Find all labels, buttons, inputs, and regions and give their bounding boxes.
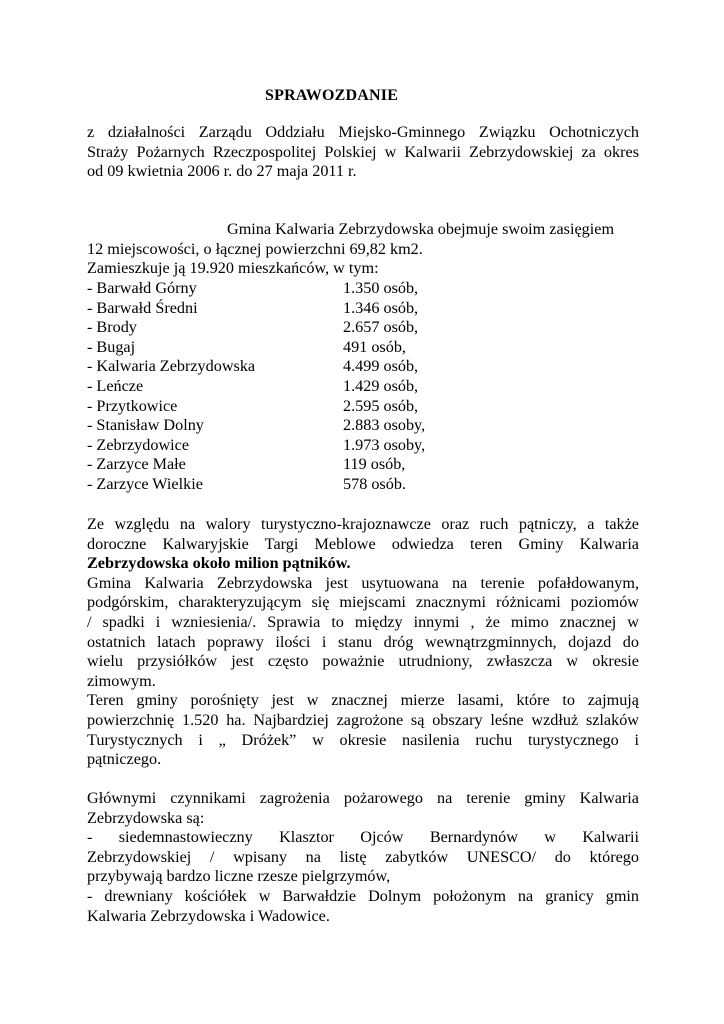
village-list [87, 279, 503, 495]
threats-line: - drewniany kościółek w Barwałdzie Dolnym położonym na granicy gmin [87, 886, 639, 905]
village-count: 578 osób. [343, 474, 406, 493]
village-row [87, 357, 503, 377]
village-count: 2.595 osób, [343, 396, 419, 415]
village-row [87, 416, 503, 436]
tourism-line: Teren gminy porośnięty jest w znacznej mierze lasami, które to zajmują [87, 691, 639, 710]
tourism-line: Turystycznych i „ Dróżek” w okresie nasilenia ruchu turystycznego i [87, 730, 639, 749]
tourism-line: podgórskim, charakteryzującym się miejscami znacznymi różnicami poziomów [87, 593, 639, 612]
village-name: - Barwałd Średni [87, 298, 198, 317]
threats-line: Zebrzydowska są: [87, 808, 205, 827]
village-count: 1.429 osób, [343, 376, 419, 395]
gmina-line: Zamieszkuje ją 19.920 mieszkańców, w tym: [87, 259, 379, 278]
threats-paragraph [87, 789, 639, 926]
tourism-line: Gmina Kalwaria Zebrzydowska jest usytuowana na terenie pofałdowanym, [87, 573, 639, 592]
village-name: - Zebrzydowice [87, 435, 190, 454]
village-name: - Zarzyce Małe [87, 455, 186, 474]
village-name: - Kalwaria Zebrzydowska [87, 357, 256, 376]
village-count: 491 osób, [343, 337, 406, 356]
tourism-line: doroczne Kalwaryjskie Targi Meblowe odwiedza teren Gminy Kalwaria [87, 534, 639, 553]
village-name: - Leńcze [87, 376, 144, 395]
tourism-bold-line [87, 554, 639, 574]
threats-line: - siedemnastowieczny Klasztor Ojców Bernardynów w Kalwarii [87, 828, 639, 847]
village-count: 2.657 osób, [343, 318, 419, 337]
tourism-line: powierzchnię 1.520 ha. Najbardziej zagrożone są obszary leśne wzdłuż szlaków [87, 710, 639, 729]
tourism-paragraph [87, 515, 639, 770]
village-count: 1.350 osób, [343, 279, 419, 297]
village-row [87, 475, 503, 495]
village-count: 4.499 osób, [343, 357, 419, 376]
village-row [87, 279, 503, 299]
village-name: - Bugaj [87, 337, 136, 356]
threats-line: Głównymi czynnikami zagrożenia pożarowego na terenie gminy Kalwaria [87, 789, 639, 807]
village-row [87, 338, 503, 358]
gmina-line: Gmina Kalwaria Zebrzydowska obejmuje swoim zasięgiem [227, 220, 615, 238]
village-row [87, 299, 503, 319]
tourism-highlight: Zebrzydowska około milion pątników. [87, 554, 351, 573]
village-row [87, 436, 503, 456]
village-name: - Zarzyce Wielkie [87, 474, 203, 493]
document-title: SPRAWOZDANIE [265, 87, 399, 104]
village-count: 1.973 osoby, [343, 435, 426, 454]
gmina-paragraph [87, 220, 639, 279]
village-name: - Przytkowice [87, 396, 178, 415]
village-row [87, 318, 503, 338]
intro-line: od 09 kwietnia 2006 r. do 27 maja 2011 r. [87, 162, 357, 181]
tourism-line: pątniczego. [87, 750, 162, 769]
tourism-line: / spadki i wzniesienia/. Sprawia to między innymi , że mimo znacznej w [87, 612, 639, 631]
threats-line: Zebrzydowskiej / wpisany na listę zabytków UNESCO/ do którego [87, 847, 639, 866]
village-count: 1.346 osób, [343, 298, 419, 317]
village-count: 119 osób, [343, 455, 406, 474]
tourism-line: wielu przysiółków jest często poważnie utrudniony, zwłaszcza w okresie [87, 652, 639, 671]
village-row [87, 397, 503, 417]
village-name: - Brody [87, 318, 137, 337]
village-row [87, 455, 503, 475]
intro-line: z działalności Zarządu Oddziału Miejsko-Gminnego Związku Ochotniczych [87, 123, 639, 141]
gmina-line: 12 miejscowości, o łącznej powierzchni 69,82 km2. [87, 239, 423, 258]
tourism-line: zimowym. [87, 671, 156, 690]
village-row [87, 377, 503, 397]
village-name: - Barwałd Górny [87, 279, 197, 297]
intro-line: Straży Pożarnych Rzeczpospolitej Polskiej w Kalwarii Zebrzydowskiej za okres [87, 142, 639, 161]
tourism-line: ostatnich latach poprawy ilości i stanu dróg wewnątrzgminnych, dojazd do [87, 632, 639, 651]
tourism-line: Ze względu na walory turystyczno-krajoznawcze oraz ruch pątniczy, a także [87, 515, 639, 533]
village-count: 2.883 osoby, [343, 416, 426, 435]
threats-line: Kalwaria Zebrzydowska i Wadowice. [87, 906, 330, 925]
intro-paragraph [87, 123, 639, 182]
threats-line: przybywają bardzo liczne rzesze pielgrzymów, [87, 867, 391, 886]
village-name: - Stanisław Dolny [87, 416, 204, 435]
